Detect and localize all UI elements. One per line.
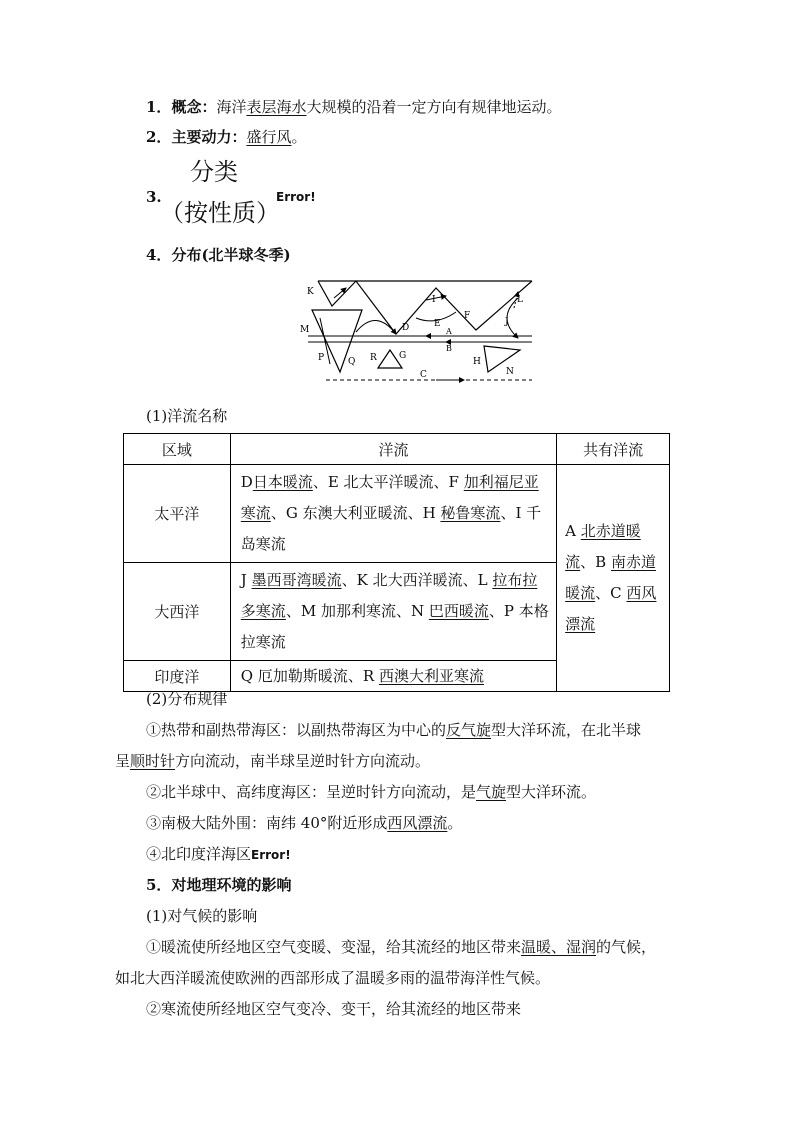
cold-current-line: ②寒流使所经地区空气变冷、变干，给其流经的地区带来 (146, 1000, 522, 1018)
diagram-label-l: L (517, 295, 523, 305)
rule-4-error: Error! (251, 848, 291, 862)
ocean-current-table (123, 433, 670, 692)
diagram-label-c: C (420, 370, 427, 380)
concept-label: 概念： (171, 98, 217, 116)
diagram-label-f: F (464, 311, 471, 321)
distribution-title: 分布(北半球冬季) (171, 246, 291, 264)
pacific-currents: D日本暖流、E 北太平洋暖流、F 加利福尼亚寒流、G 东澳大利亚暖流、H 秘鲁寒流、I 千岛寒流 (230, 465, 556, 563)
diagram-label-b: B (446, 344, 452, 353)
climate-impact-heading: (1)对气候的影响 (146, 907, 258, 925)
concept-text-1: 海洋 (216, 98, 247, 116)
diagram-label-m: M (300, 325, 310, 335)
header-region: 区域 (124, 434, 231, 465)
classification-number: 3. (146, 188, 162, 206)
rules-heading: (2)分布规律 (146, 690, 228, 708)
classification-error: Error! (276, 190, 316, 204)
rule-3: ③南极大陆外围：南纬 40°附近形成西风漂流。 (146, 814, 463, 832)
diagram-label-d: D (402, 323, 410, 333)
diagram-label-h: H (473, 357, 481, 367)
diagram-label-q: Q (348, 357, 356, 367)
atlantic-currents: J 墨西哥湾暖流、K 北大西洋暖流、L 拉布拉多寒流、M 加那利寒流、N 巴西暖流、P 本格拉寒流 (230, 563, 556, 661)
driving-force-underlined: 盛行风 (246, 128, 292, 146)
distribution-heading (146, 244, 291, 266)
diagram-arrow-d (356, 320, 396, 334)
distribution-number: 4． (146, 246, 172, 264)
table-row (124, 465, 670, 563)
diagram-label-p: P (318, 353, 325, 363)
table-header-row (124, 434, 670, 465)
concept-underlined: 表层海水 (246, 98, 307, 116)
region-pacific: 太平洋 (124, 465, 231, 563)
diagram-northern-zigzag (318, 281, 532, 334)
rule-2: ②北半球中、高纬度海区：呈逆时针方向流动，是气旋型大洋环流。 (146, 783, 597, 801)
driving-force-text: 。 (291, 128, 307, 146)
diagram-label-g: G (399, 351, 407, 361)
warm-current-line-2: 如北大西洋暖流使欧洲的西部形成了温暖多雨的温带海洋性气候。 (115, 969, 551, 987)
shared-currents: A 北赤道暖流、B 南赤道暖流、C 西风漂流 (557, 465, 670, 692)
diagram-label-j: J (505, 317, 509, 327)
region-indian: 印度洋 (124, 661, 231, 692)
diagram-label-n: N (506, 367, 514, 377)
concept-number: 1． (146, 98, 172, 116)
current-names-heading: (1)洋流名称 (146, 407, 228, 425)
rule-1-line-2: 呈顺时针方向流动，南半球呈逆时针方向流动。 (115, 752, 431, 770)
concept-text-2: 大规模的沿着一定方向有规律地运动。 (306, 98, 562, 116)
diagram-label-k: K (307, 287, 314, 297)
classification-line-1: 分类 (190, 158, 238, 186)
driving-force-label: 主要动力： (171, 128, 247, 146)
driving-force-line (146, 126, 306, 148)
region-atlantic: 大西洋 (124, 563, 231, 661)
diagram-label-i: I (432, 295, 436, 305)
classification-line-2: （按性质） (160, 199, 280, 227)
ocean-current-diagram (296, 278, 536, 386)
warm-current-line-1: ①暖流使所经地区空气变暖、变湿，给其流经的地区带来温暖、湿润的气候， (146, 938, 657, 956)
impact-heading: 5．对地理环境的影响 (146, 876, 292, 894)
indian-currents: Q 厄加勒斯暖流、R 西澳大利亚寒流 (230, 661, 556, 692)
diagram-label-e: E (434, 319, 441, 329)
diagram-label-r: R (370, 353, 377, 363)
rule-4: ④北印度洋海区Error! (146, 845, 291, 863)
driving-force-number: 2． (146, 128, 172, 146)
diagram-triangle-east (484, 346, 520, 372)
header-current: 洋流 (230, 434, 556, 465)
diagram-label-a: A (446, 327, 452, 336)
concept-line (146, 96, 562, 118)
header-shared: 共有洋流 (557, 434, 670, 465)
rule-1-line-1: ①热带和副热带海区：以副热带海区为中心的反气旋型大洋环流，在北半球 (146, 721, 642, 739)
